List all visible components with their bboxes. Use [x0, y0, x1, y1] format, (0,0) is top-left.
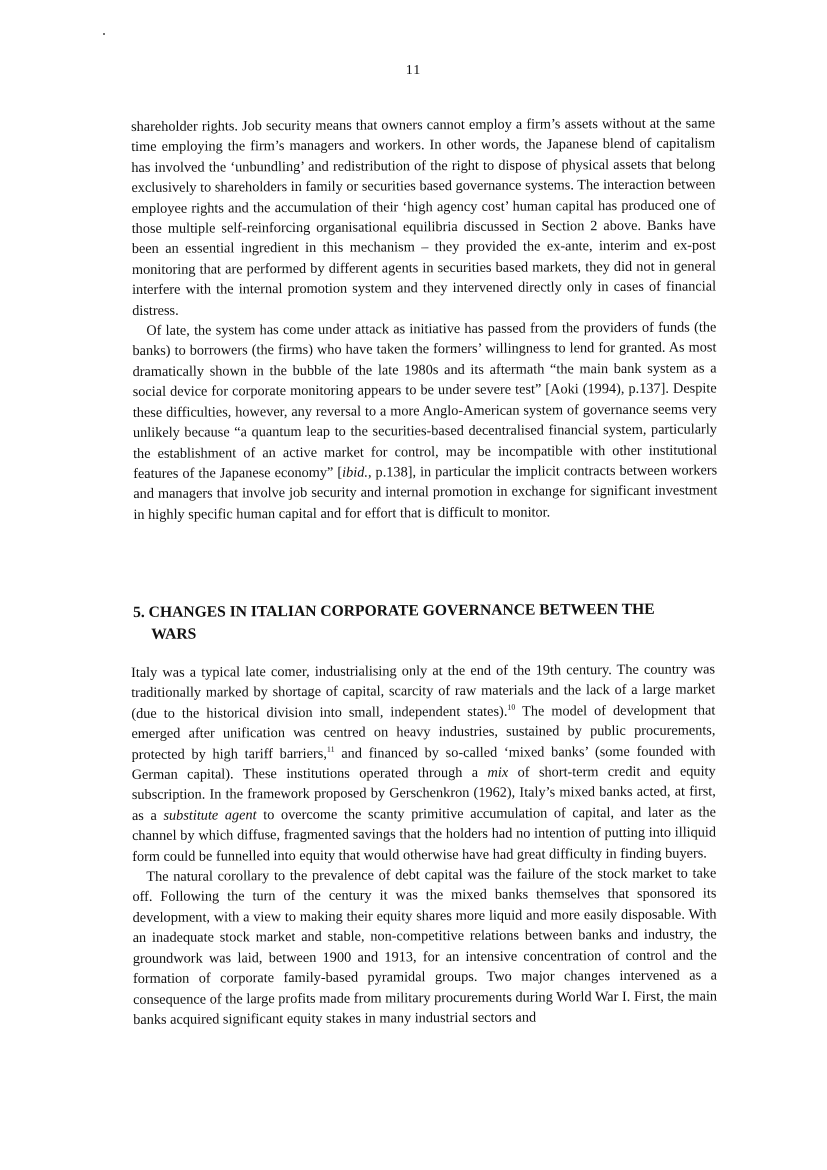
- heading-line: 5. CHANGES IN ITALIAN CORPORATE GOVERNANCE BETWEEN THE: [133, 600, 655, 621]
- paragraph: [132, 317, 717, 525]
- text-run: , p.138], in particular the implicit contracts between workers and managers that involve job security and internal promotion in exchange for significant investment in highly specific human capital and for effort that is difficult to monitor.: [133, 462, 718, 523]
- text-run: of short-term credit and equity subscription. In the framework proposed by Gerschenkron (1962), Italy’s mixed banks acted, at first, as a: [131, 763, 716, 824]
- page-number: 11: [405, 63, 422, 78]
- footnote-ref: 11: [326, 744, 335, 754]
- citation-ibid: ibid.: [342, 464, 369, 481]
- text-run: Of late, the system has come under attack as initiative has passed from the providers of funds (the banks) to borrowers (the firms) who have taken the formers’ willingness to lend for granted. As most dramatically shown in the bubble of the late 1980s and its aftermath “the main bank system as a social device for corporate monitoring appears to be under severe test” [Aoki (1994), p.137]. Despite these difficulties, however, any reversal to a more Anglo-American system of governance seems very unlikely because “a quantum leap to the securities-based decentralised financial system, particularly the establishment of an active market for control, may be incompatible with other institutional features of the Japanese economy” [: [132, 319, 718, 482]
- paragraph: shareholder rights. Job security means that owners cannot employ a firm’s assets without at the same time employing the firm’s managers and workers. In other words, the Japanese blend of capitalism has involved the ‘unbundling’ and redistribution of the right to dispose of physical assets that belong exclusively to shareholders in family or securities based governance systems. The interaction between employee rights and the accumulation of their ‘high agency cost’ human capital has produced one of those multiple self-reinforcing organisational equilibria discussed in Section 2 above. Banks have been an essential ingredient in this mechanism – they provided the ex-ante, interim and ex-post monitoring that are performed by different agents in securities based markets, they did not in general interfere with the internal promotion system and they intervened directly only in cases of financial distress.: [131, 115, 717, 319]
- heading-line: WARS: [151, 625, 197, 643]
- scan-speck: [103, 33, 105, 35]
- section-heading: [133, 598, 713, 646]
- text-run: and financed by so-called ‘mixed banks’ (some founded with German capital). These institutions operated through a: [131, 743, 716, 784]
- footnote-ref: 10: [507, 702, 516, 712]
- section-5-body: [131, 659, 717, 1030]
- text-run: Italy was a typical late comer, industrialising only at the end of the 19th century. The country was traditionally marked by shortage of capital, scarcity of raw materials and the lack of a large market (due to the historical division into small, independent states).: [131, 661, 716, 722]
- paragraph: The natural corollary to the prevalence of debt capital was the failure of the stock market to take off. Following the turn of the century it was the mixed banks themselves that sponsored its development, with a view to making their equity shares more liquid and more easily disposable. With an inadequate stock market and stable, non-competitive relations between banks and industry, the groundwork was laid, between 1900 and 1913, for an intensive concentration of control and the formation of corporate family-based pyramidal groups. Two major changes intervened as a consequence of the large profits made from military procurements during World War I. First, the main banks acquired significant equity stakes in many industrial sectors and: [132, 865, 718, 1028]
- section-4-body: [131, 113, 717, 525]
- emphasis-substitute-agent: substitute agent: [163, 807, 257, 824]
- emphasis-mix: mix: [487, 764, 509, 781]
- text-run: to overcome the scanty primitive accumulation of capital, and later as the channel by which diffuse, fragmented savings that the holders had no intention of putting into illiquid form could be funnelled into equity that would otherwise have had great difficulty in finding buyers.: [132, 804, 717, 865]
- text-run: The model of development that emerged after unification was centred on heavy industries, sustained by public procurements, protected by high tariff barriers,: [131, 702, 716, 763]
- paragraph: [131, 659, 716, 867]
